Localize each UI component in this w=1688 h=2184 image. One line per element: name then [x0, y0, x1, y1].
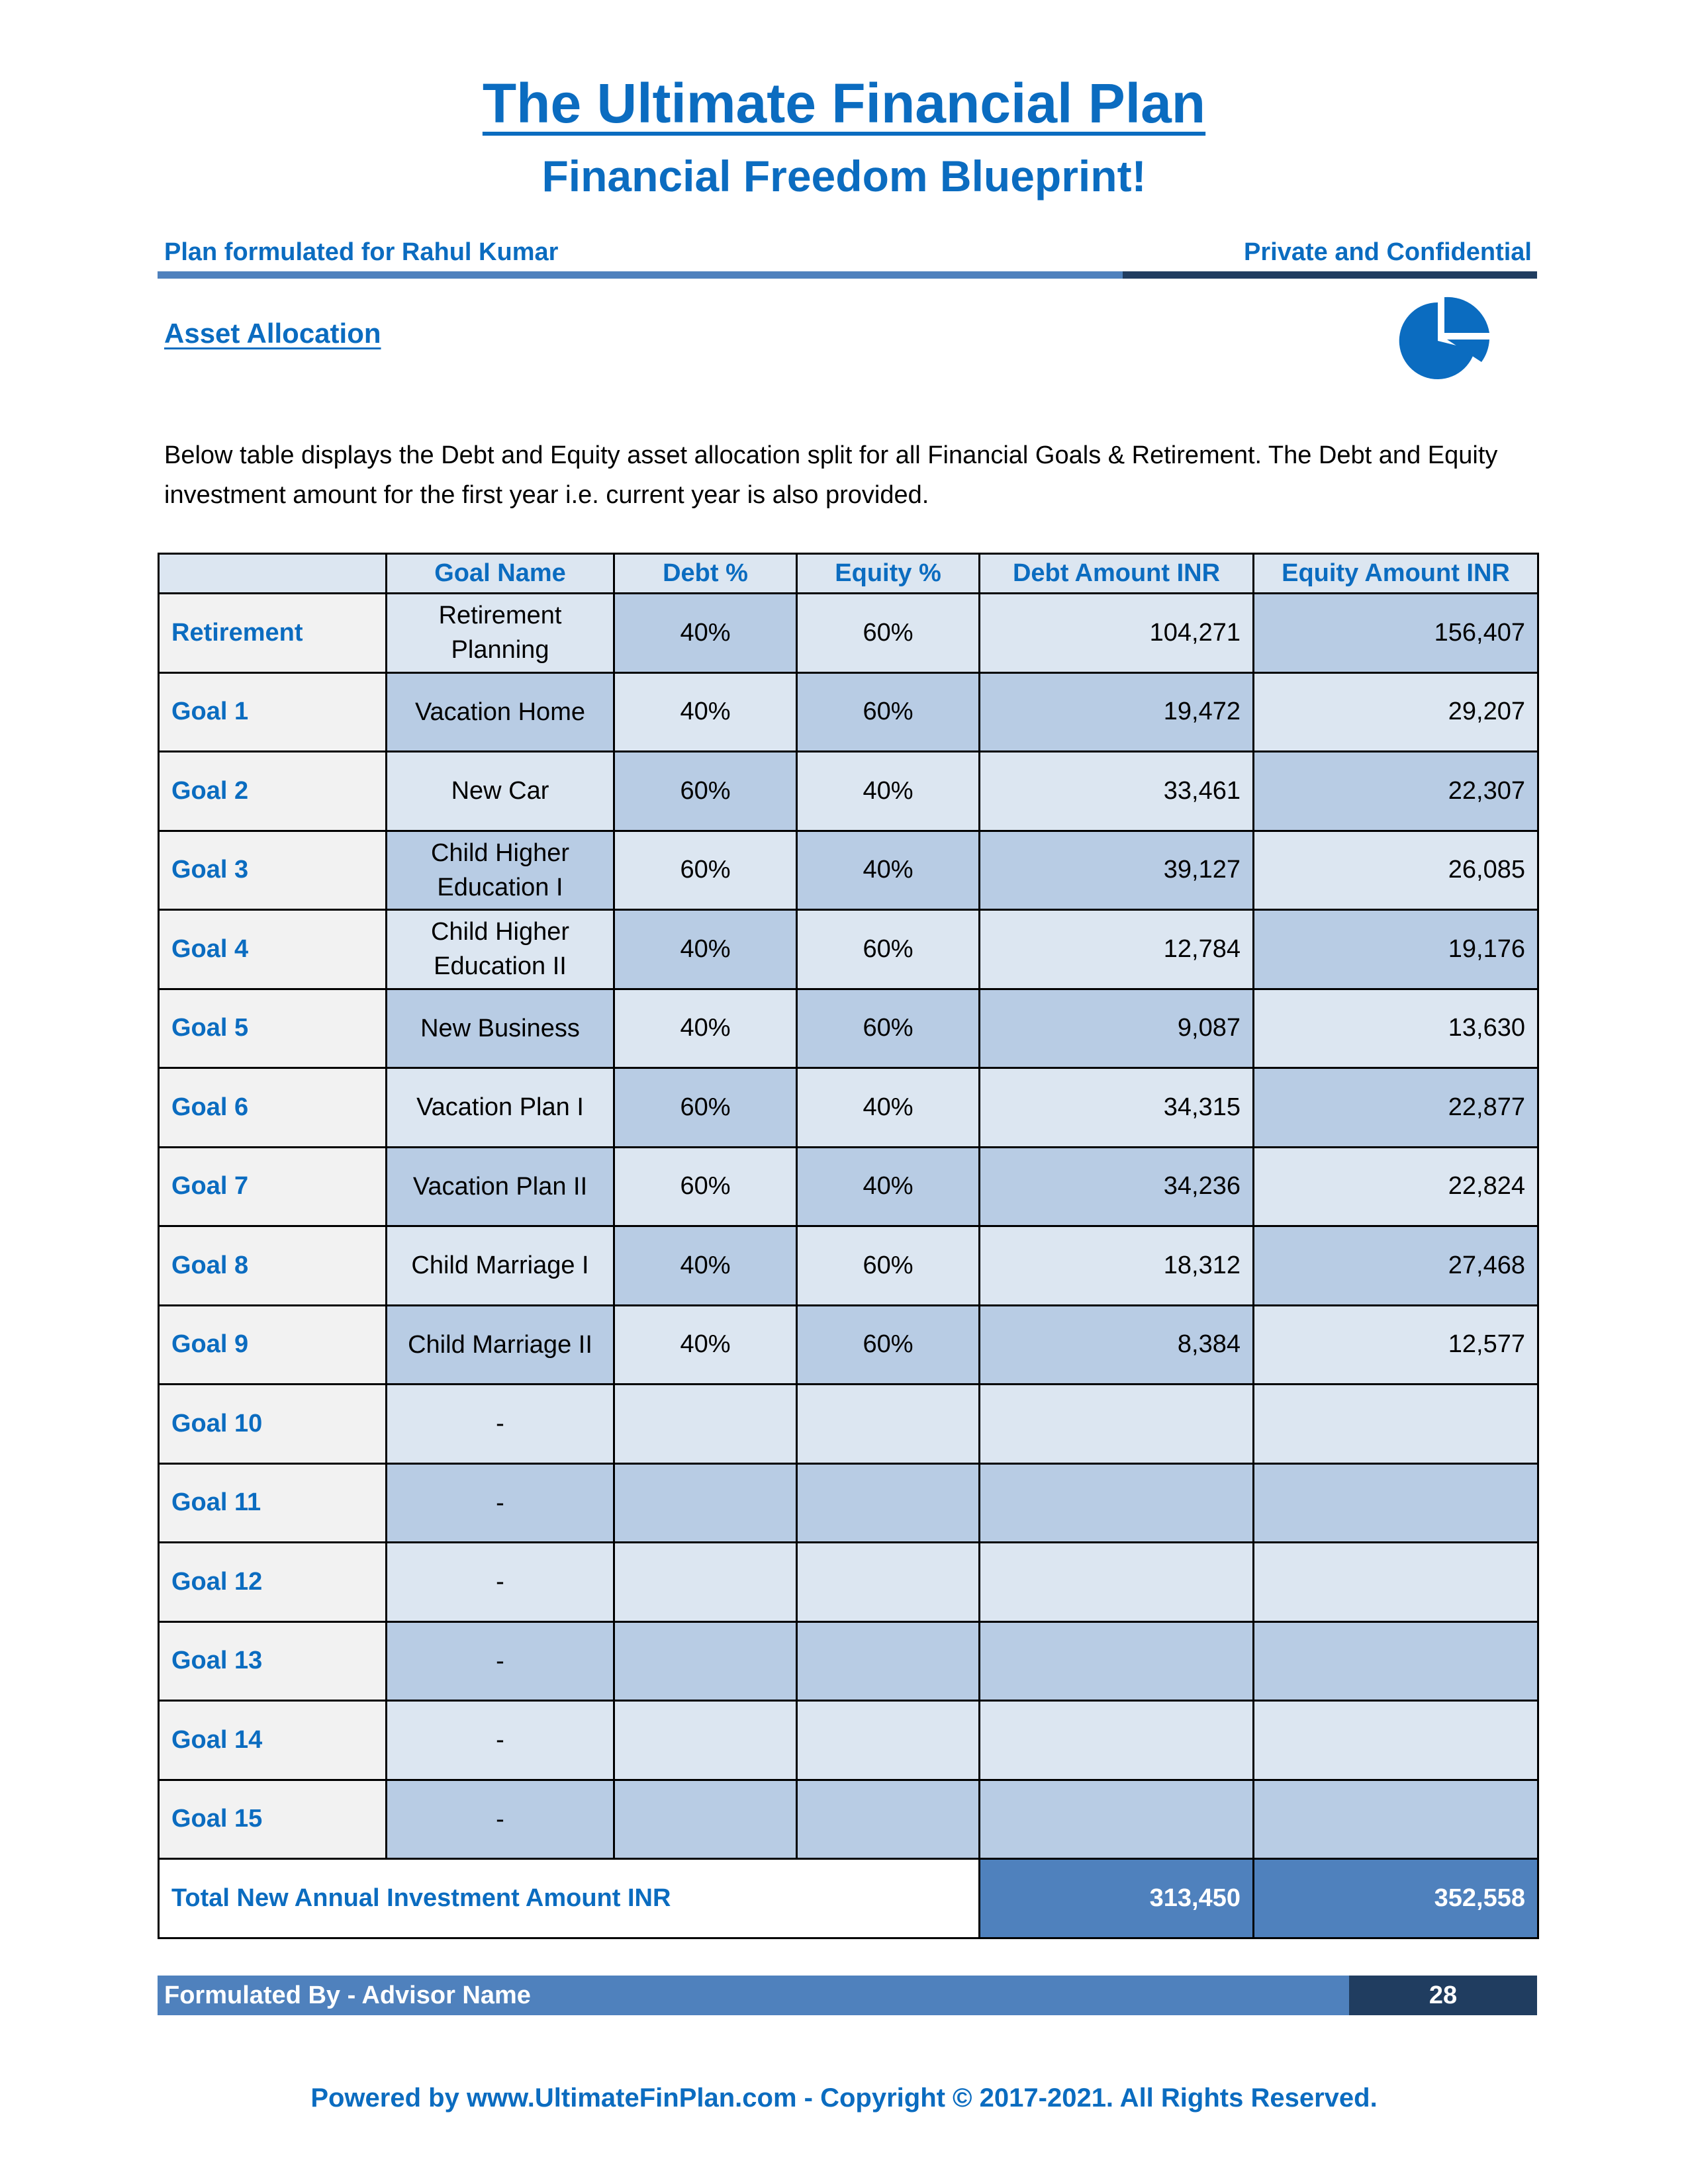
debt-amount-cell	[980, 1621, 1254, 1701]
debt-amount-cell	[980, 1463, 1254, 1543]
debt-amount-cell: 8,384	[980, 1305, 1254, 1385]
header-divider	[158, 271, 1123, 279]
asset-allocation-table	[158, 553, 1539, 1939]
equity-pct-cell	[797, 1385, 980, 1464]
debt-pct-cell: 60%	[614, 752, 797, 831]
row-label: Goal 11	[159, 1463, 387, 1543]
debt-amount-cell	[980, 1701, 1254, 1780]
row-label: Goal 10	[159, 1385, 387, 1464]
header-goal-name: Goal Name	[387, 554, 614, 594]
debt-pct-cell: 40%	[614, 989, 797, 1068]
goal-name-cell: Child Marriage II	[387, 1305, 614, 1385]
debt-pct-cell: 40%	[614, 1305, 797, 1385]
table-header-row	[159, 554, 1538, 594]
equity-amount-cell	[1254, 1385, 1538, 1464]
debt-pct-cell	[614, 1463, 797, 1543]
goal-name-cell: Child Marriage I	[387, 1226, 614, 1306]
header-debt-pct: Debt %	[614, 554, 797, 594]
equity-amount-cell: 13,630	[1254, 989, 1538, 1068]
equity-amount-cell: 22,307	[1254, 752, 1538, 831]
copyright-notice: Powered by www.UltimateFinPlan.com - Copyright © 2017-2021. All Rights Reserved.	[310, 2083, 1378, 2113]
debt-pct-cell: 40%	[614, 1226, 797, 1306]
table-row	[159, 1780, 1538, 1859]
equity-pct-cell	[797, 1543, 980, 1622]
table-row	[159, 1543, 1538, 1622]
debt-amount-cell: 9,087	[980, 989, 1254, 1068]
table-row	[159, 910, 1538, 989]
table-row	[159, 1701, 1538, 1780]
goal-name-cell: Child Higher Education II	[387, 910, 614, 989]
equity-amount-cell: 12,577	[1254, 1305, 1538, 1385]
goal-name-cell: -	[387, 1780, 614, 1859]
total-label: Total New Annual Investment Amount INR	[159, 1859, 980, 1938]
header-divider-accent	[1123, 271, 1537, 279]
header-equity-pct: Equity %	[797, 554, 980, 594]
debt-pct-cell	[614, 1543, 797, 1622]
debt-pct-cell: 40%	[614, 594, 797, 673]
debt-amount-cell: 34,236	[980, 1147, 1254, 1226]
plan-recipient: Plan formulated for Rahul Kumar	[164, 238, 559, 266]
table-row	[159, 752, 1538, 831]
table-row	[159, 672, 1538, 752]
goal-name-cell: -	[387, 1385, 614, 1464]
header-equity-amount: Equity Amount INR	[1254, 554, 1538, 594]
row-label: Goal 3	[159, 831, 387, 910]
equity-pct-cell: 40%	[797, 831, 980, 910]
equity-pct-cell	[797, 1780, 980, 1859]
goal-name-cell: Retirement Planning	[387, 594, 614, 673]
confidential-label: Private and Confidential	[1244, 238, 1532, 266]
equity-pct-cell	[797, 1621, 980, 1701]
equity-pct-cell: 60%	[797, 989, 980, 1068]
equity-amount-cell	[1254, 1701, 1538, 1780]
equity-amount-cell: 26,085	[1254, 831, 1538, 910]
equity-amount-cell	[1254, 1463, 1538, 1543]
table-row	[159, 831, 1538, 910]
table-row	[159, 1385, 1538, 1464]
goal-name-cell: -	[387, 1463, 614, 1543]
row-label: Goal 12	[159, 1543, 387, 1622]
row-label: Goal 5	[159, 989, 387, 1068]
equity-pct-cell: 40%	[797, 1068, 980, 1148]
debt-amount-cell: 104,271	[980, 594, 1254, 673]
total-row	[159, 1859, 1538, 1938]
page-title: The Ultimate Financial Plan	[482, 72, 1206, 134]
debt-pct-cell	[614, 1385, 797, 1464]
equity-pct-cell: 40%	[797, 752, 980, 831]
row-label: Goal 15	[159, 1780, 387, 1859]
goal-name-cell: Child Higher Education I	[387, 831, 614, 910]
goal-name-cell: Vacation Plan II	[387, 1147, 614, 1226]
table-row	[159, 1305, 1538, 1385]
section-heading: Asset Allocation	[164, 318, 381, 349]
table-row	[159, 1147, 1538, 1226]
table-row	[159, 1226, 1538, 1306]
row-label: Goal 1	[159, 672, 387, 752]
equity-pct-cell: 60%	[797, 672, 980, 752]
equity-pct-cell	[797, 1701, 980, 1780]
debt-amount-cell	[980, 1543, 1254, 1622]
equity-pct-cell	[797, 1463, 980, 1543]
row-label: Goal 4	[159, 910, 387, 989]
debt-amount-cell: 19,472	[980, 672, 1254, 752]
debt-amount-cell	[980, 1780, 1254, 1859]
goal-name-cell: -	[387, 1701, 614, 1780]
equity-amount-cell	[1254, 1780, 1538, 1859]
equity-amount-cell: 22,877	[1254, 1068, 1538, 1148]
goal-name-cell: Vacation Home	[387, 672, 614, 752]
goal-name-cell: New Car	[387, 752, 614, 831]
equity-pct-cell: 60%	[797, 910, 980, 989]
formulated-by: Formulated By - Advisor Name	[164, 1981, 531, 2009]
debt-pct-cell: 40%	[614, 910, 797, 989]
equity-pct-cell: 60%	[797, 1305, 980, 1385]
equity-pct-cell: 40%	[797, 1147, 980, 1226]
debt-pct-cell: 40%	[614, 672, 797, 752]
row-label: Goal 13	[159, 1621, 387, 1701]
debt-pct-cell: 60%	[614, 1068, 797, 1148]
equity-pct-cell: 60%	[797, 594, 980, 673]
row-label: Goal 8	[159, 1226, 387, 1306]
intro-paragraph: Below table displays the Debt and Equity asset allocation split for all Financial Goals & Retirement. The Debt and Equity investment amount for the first year i.e. current year is also provided.	[164, 441, 1498, 509]
total-debt-amount: 313,450	[980, 1859, 1254, 1938]
equity-amount-cell: 29,207	[1254, 672, 1538, 752]
equity-amount-cell: 19,176	[1254, 910, 1538, 989]
table-row	[159, 594, 1538, 673]
equity-pct-cell: 60%	[797, 1226, 980, 1306]
debt-pct-cell: 60%	[614, 1147, 797, 1226]
total-equity-amount: 352,558	[1254, 1859, 1538, 1938]
equity-amount-cell: 22,824	[1254, 1147, 1538, 1226]
row-label: Goal 7	[159, 1147, 387, 1226]
goal-name-cell: Vacation Plan I	[387, 1068, 614, 1148]
page-number: 28	[1429, 1981, 1458, 2009]
goal-name-cell: -	[387, 1543, 614, 1622]
goal-name-cell: -	[387, 1621, 614, 1701]
debt-pct-cell	[614, 1621, 797, 1701]
debt-amount-cell: 33,461	[980, 752, 1254, 831]
header-debt-amount: Debt Amount INR	[980, 554, 1254, 594]
goal-name-cell: New Business	[387, 989, 614, 1068]
equity-amount-cell	[1254, 1621, 1538, 1701]
debt-amount-cell	[980, 1385, 1254, 1464]
row-label: Retirement	[159, 594, 387, 673]
debt-amount-cell: 12,784	[980, 910, 1254, 989]
debt-pct-cell	[614, 1701, 797, 1780]
debt-pct-cell	[614, 1780, 797, 1859]
equity-amount-cell	[1254, 1543, 1538, 1622]
table-row	[159, 1621, 1538, 1701]
debt-amount-cell: 18,312	[980, 1226, 1254, 1306]
row-label: Goal 2	[159, 752, 387, 831]
debt-amount-cell: 34,315	[980, 1068, 1254, 1148]
page-subtitle: Financial Freedom Blueprint!	[541, 152, 1147, 201]
debt-amount-cell: 39,127	[980, 831, 1254, 910]
row-label: Goal 14	[159, 1701, 387, 1780]
row-label: Goal 9	[159, 1305, 387, 1385]
table-row	[159, 989, 1538, 1068]
equity-amount-cell: 156,407	[1254, 594, 1538, 673]
debt-pct-cell: 60%	[614, 831, 797, 910]
table-row	[159, 1068, 1538, 1148]
header-cell-blank	[159, 554, 387, 594]
table-row	[159, 1463, 1538, 1543]
row-label: Goal 6	[159, 1068, 387, 1148]
equity-amount-cell: 27,468	[1254, 1226, 1538, 1306]
pie-chart-icon	[1397, 295, 1496, 381]
